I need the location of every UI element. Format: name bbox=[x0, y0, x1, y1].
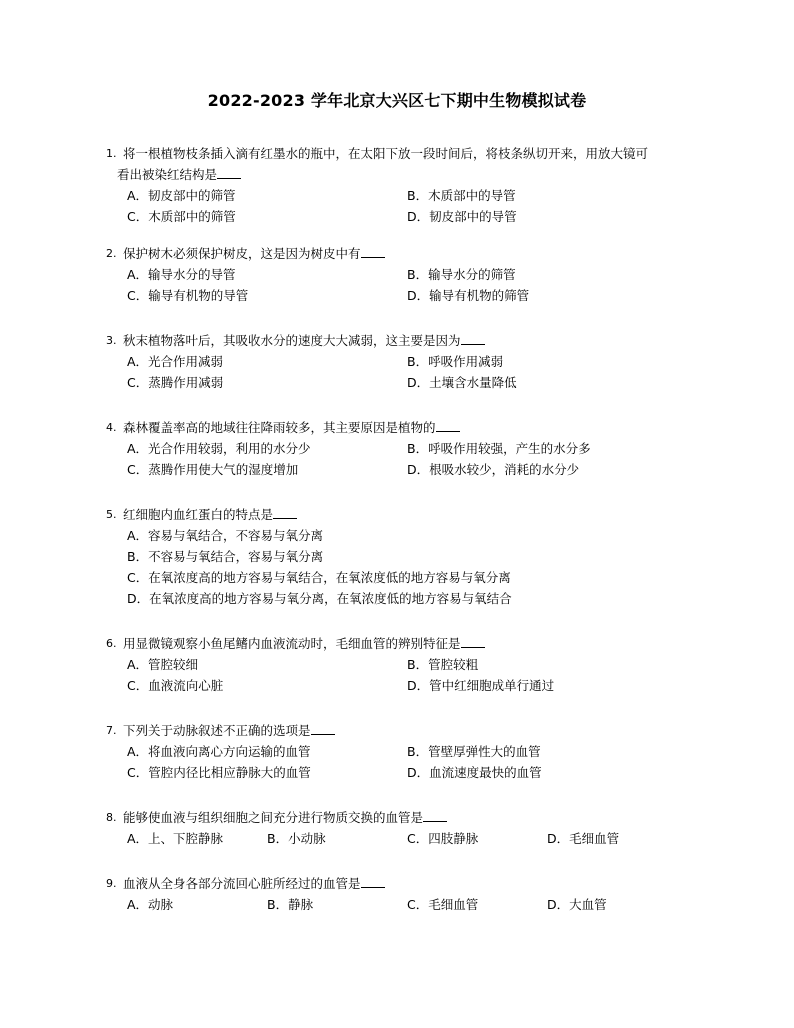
option-list bbox=[0, 654, 687, 696]
question-8 bbox=[0, 807, 794, 849]
answer-blank bbox=[461, 332, 485, 345]
option-c: C．血液流向心脏 bbox=[127, 678, 224, 693]
question-number: 2. bbox=[106, 247, 117, 260]
option-b: B．呼吸作用减弱 bbox=[407, 354, 504, 369]
option-a: A．将血液向离心方向运输的血管 bbox=[127, 744, 311, 759]
option-c: C．蒸腾作用使大气的湿度增加 bbox=[127, 462, 299, 477]
question-stem bbox=[0, 504, 703, 525]
option-list bbox=[0, 525, 687, 609]
question-3 bbox=[0, 330, 794, 393]
question-stem bbox=[0, 330, 703, 351]
option-a: A．容易与氧结合，不容易与氧分离 bbox=[127, 528, 324, 543]
option-list bbox=[0, 185, 687, 227]
option-list bbox=[0, 438, 687, 480]
answer-blank bbox=[361, 245, 385, 258]
option-a: A．光合作用较弱，利用的水分少 bbox=[127, 441, 311, 456]
option-d: D．根吸水较少，消耗的水分少 bbox=[407, 462, 580, 477]
question-number: 4. bbox=[106, 421, 117, 434]
option-c: C．输导有机物的导管 bbox=[127, 288, 249, 303]
option-b: B．木质部中的导管 bbox=[407, 188, 516, 203]
option-b: B．静脉 bbox=[267, 897, 314, 912]
option-b: B．管腔较粗 bbox=[407, 657, 479, 672]
question-text: 保护树木必须保护树皮，这是因为树皮中有 bbox=[123, 246, 361, 261]
option-list bbox=[0, 828, 687, 849]
question-4 bbox=[0, 417, 794, 480]
question-stem bbox=[0, 633, 703, 654]
option-list bbox=[0, 351, 687, 393]
question-1 bbox=[0, 143, 794, 227]
answer-blank bbox=[361, 875, 385, 888]
option-a: A．输导水分的导管 bbox=[127, 267, 236, 282]
question-stem bbox=[0, 873, 703, 894]
option-c: C．蒸腾作用减弱 bbox=[127, 375, 224, 390]
question-number: 1. bbox=[106, 147, 117, 160]
option-a: A．动脉 bbox=[127, 897, 174, 912]
question-text: 下列关于动脉叙述不正确的选项是 bbox=[123, 723, 311, 738]
question-9 bbox=[0, 873, 794, 915]
option-c: C．毛细血管 bbox=[407, 897, 479, 912]
question-text: 将一根植物枝条插入滴有红墨水的瓶中，在太阳下放一段时间后，将枝条纵切开来，用放大镜可 bbox=[123, 146, 649, 161]
answer-blank bbox=[461, 635, 485, 648]
question-stem bbox=[0, 417, 703, 438]
option-d: D．输导有机物的筛管 bbox=[407, 288, 530, 303]
option-list bbox=[0, 741, 687, 783]
question-text: 看出被染红结构是 bbox=[117, 167, 218, 182]
answer-blank bbox=[311, 722, 335, 735]
answer-blank bbox=[436, 419, 460, 432]
question-stem bbox=[0, 143, 703, 164]
answer-blank bbox=[273, 506, 297, 519]
question-number: 9. bbox=[106, 877, 117, 890]
option-d: D．毛细血管 bbox=[547, 831, 620, 846]
option-list bbox=[0, 894, 687, 915]
question-text: 能够使血液与组织细胞之间充分进行物质交换的血管是 bbox=[123, 810, 424, 825]
question-stem-continued bbox=[0, 164, 697, 185]
question-text: 用显微镜观察小鱼尾鳍内血液流动时，毛细血管的辨别特征是 bbox=[123, 636, 461, 651]
option-list bbox=[0, 264, 687, 306]
option-b: B．小动脉 bbox=[267, 831, 326, 846]
option-b: B．输导水分的筛管 bbox=[407, 267, 516, 282]
question-number: 5. bbox=[106, 508, 117, 521]
answer-blank bbox=[217, 166, 241, 179]
option-a: A．管腔较细 bbox=[127, 657, 199, 672]
question-2 bbox=[0, 243, 794, 306]
question-text: 血液从全身各部分流回心脏所经过的血管是 bbox=[123, 876, 361, 891]
question-text: 红细胞内血红蛋白的特点是 bbox=[123, 507, 274, 522]
question-number: 3. bbox=[106, 334, 117, 347]
question-list bbox=[0, 143, 794, 915]
question-7 bbox=[0, 720, 794, 783]
option-c: C．管腔内径比相应静脉大的血管 bbox=[127, 765, 311, 780]
option-b: B．呼吸作用较强，产生的水分多 bbox=[407, 441, 591, 456]
option-b: B．管壁厚弹性大的血管 bbox=[407, 744, 541, 759]
option-d: D．韧皮部中的导管 bbox=[407, 209, 517, 224]
question-number: 6. bbox=[106, 637, 117, 650]
answer-blank bbox=[423, 809, 447, 822]
option-c: C．木质部中的筛管 bbox=[127, 209, 236, 224]
question-stem bbox=[0, 807, 703, 828]
question-number: 8. bbox=[106, 811, 117, 824]
option-a: A．上、下腔静脉 bbox=[127, 831, 224, 846]
option-d: D．管中红细胞成单行通过 bbox=[407, 678, 555, 693]
option-d: D．土壤含水量降低 bbox=[407, 375, 517, 390]
option-d: D．血流速度最快的血管 bbox=[407, 765, 542, 780]
option-d: D．大血管 bbox=[547, 897, 607, 912]
option-a: A．韧皮部中的筛管 bbox=[127, 188, 236, 203]
question-text: 秋末植物落叶后，其吸收水分的速度大大减弱，这主要是因为 bbox=[123, 333, 461, 348]
page-title: 2022-2023 学年北京大兴区七下期中生物模拟试卷 bbox=[207, 91, 587, 110]
option-d: D．在氧浓度高的地方容易与氧分离，在氧浓度低的地方容易与氧结合 bbox=[127, 591, 512, 606]
option-c: C．四肢静脉 bbox=[407, 831, 479, 846]
question-stem bbox=[0, 720, 703, 741]
question-stem bbox=[0, 243, 703, 264]
question-text: 森林覆盖率高的地域往往降雨较多，其主要原因是植物的 bbox=[123, 420, 436, 435]
question-6 bbox=[0, 633, 794, 696]
option-a: A．光合作用减弱 bbox=[127, 354, 224, 369]
question-5 bbox=[0, 504, 794, 609]
question-number: 7. bbox=[106, 724, 117, 737]
option-c: C．在氧浓度高的地方容易与氧结合，在氧浓度低的地方容易与氧分离 bbox=[127, 570, 511, 585]
option-b: B．不容易与氧结合，容易与氧分离 bbox=[127, 549, 324, 564]
